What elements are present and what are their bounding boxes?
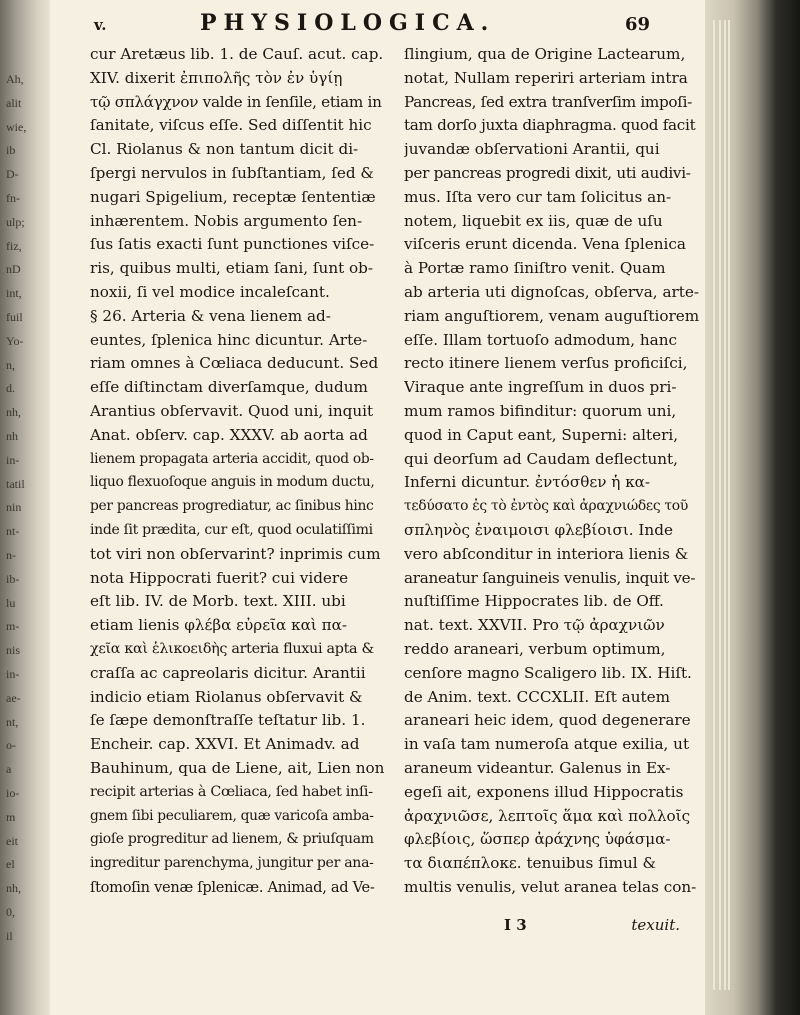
running-head xyxy=(50,4,705,38)
text-line: Inferni dicuntur. ἐντόσθεν ἡ κα- xyxy=(404,473,651,492)
text-line: ἀραχνιῶσε, λεπτοῖς ἅμα καὶ πολλοῖς xyxy=(404,806,691,825)
facing-page-fragment: a xyxy=(6,762,12,777)
text-line: notat, Nullam reperiri arteriam intra xyxy=(404,68,688,87)
text-line: recipit arterias à Cœliaca, ſed habet inſi- xyxy=(90,783,373,800)
facing-page-fragment: alit xyxy=(6,95,22,110)
text-line: nuſtiſſime Hippocrates lib. de Off. xyxy=(404,592,664,611)
facing-page-fragment: Ah, xyxy=(6,72,24,86)
text-line: τεδύσατο ἐς τὸ ἐντὸς καὶ ἀραχνιώδες τοῦ xyxy=(404,498,688,515)
facing-page-fragment: d. xyxy=(6,381,15,396)
facing-page-fragment: in- xyxy=(6,452,20,467)
facing-page-fragment: fiz, xyxy=(6,238,22,253)
facing-page-fragment: ae- xyxy=(6,690,21,705)
facing-page-fragment: fn- xyxy=(6,191,20,205)
text-line: ſtomoſin venæ ſplenicæ. Animad, ad Ve- xyxy=(90,878,375,896)
text-line: σπληνὸς ἐναιμοισι φλεβίοισι. Inde xyxy=(404,520,673,539)
text-line: ſpergi nervulos in ſubſtantiam, ſed & xyxy=(90,163,374,182)
text-line: notem, liquebit ex iis, quæ de uſu xyxy=(404,211,663,230)
left-text-column xyxy=(90,43,386,900)
text-line: χεῖα καὶ ἑλικοειδὴς arteria fluxui apta & xyxy=(90,640,374,657)
facing-page-fragment: il xyxy=(6,928,13,943)
text-line: multis venulis, velut aranea telas con- xyxy=(404,877,697,896)
facing-page-fragment: nh, xyxy=(6,405,21,420)
text-line: tam dorſo juxta diaphragma. quod facit xyxy=(404,116,696,135)
facing-page-fragment: n, xyxy=(6,357,15,372)
facing-page-fragment: nD xyxy=(6,262,21,277)
facing-page-fragment: lu xyxy=(6,595,16,610)
running-head-left: v. xyxy=(94,16,107,34)
facing-page-fragment: o- xyxy=(6,738,16,753)
text-line: inhærentem. Nobis argumento ſen- xyxy=(90,211,363,230)
facing-page-fragment: in- xyxy=(6,667,20,681)
facing-page-fragment: nin xyxy=(6,500,22,515)
text-line: Viraque ante ingreſſum in duos pri- xyxy=(404,378,677,397)
facing-page-fragment: 0, xyxy=(6,905,15,919)
facing-page-fragment: Yo- xyxy=(6,333,24,348)
facing-page-fragment: wie, xyxy=(6,119,27,134)
text-line: reddo araneari, verbum optimum, xyxy=(404,639,666,658)
facing-page-fragment: ib xyxy=(6,143,16,158)
text-line: juvandæ obſervationi Arantii, qui xyxy=(404,140,660,159)
facing-page-fragment: D- xyxy=(6,167,19,182)
text-line: per pancreas progredi dixit, uti audivi- xyxy=(404,163,691,182)
text-line: Encheir. cap. XXVI. Et Animadv. ad xyxy=(90,735,360,754)
text-line: riam omnes à Cœliaca deducunt. Sed xyxy=(90,354,379,373)
facing-page-fragment: nt, xyxy=(6,714,19,729)
text-line: Arantius obſervavit. Quod uni, inquit xyxy=(90,401,374,420)
right-text-column xyxy=(404,43,700,900)
facing-page-fragment: m xyxy=(6,809,16,824)
facing-page-fragment: fuil xyxy=(6,310,23,324)
text-line: riam anguſtiorem, venam auguſtiorem xyxy=(404,306,700,325)
text-line: nota Hippocrati fuerit? cui videre xyxy=(90,568,349,587)
text-line: etiam lienis φλέβα εὐρεῖα καὶ πα- xyxy=(90,616,348,635)
text-line: mum ramos bifinditur: quorum uni, xyxy=(404,401,677,420)
text-line: Anat. obſerv. cap. XXXV. ab aorta ad xyxy=(90,425,368,444)
facing-page-fragment: io- xyxy=(6,786,20,800)
text-line: τῷ σπλάγχνον valde in ſenſile, etiam in xyxy=(90,92,382,111)
text-line: φλεβίοις, ὥσπερ ἀράχνης ὑφάσμα- xyxy=(404,830,671,849)
text-line: noxii, ſi vel modice incaleſcant. xyxy=(90,282,330,301)
text-line: mus. Iſta vero cur tam ſolicitus an- xyxy=(404,187,672,206)
text-line: ſlingium, qua de Origine Lactearum, xyxy=(404,45,686,63)
binding-edge xyxy=(0,0,50,1015)
text-line: cur Aretæus lib. 1. de Cauſ. acut. cap. xyxy=(90,45,384,63)
text-line: lienem propagata arteria accidit, quod ob- xyxy=(90,450,374,467)
text-line: tot viri non obſervarint? inprimis cum xyxy=(90,544,381,563)
catchword: texuit. xyxy=(631,916,680,934)
signature-mark: I 3 xyxy=(504,916,527,934)
text-line: eſſe. Illam tortuoſo admodum, hanc xyxy=(404,330,678,349)
facing-page-fragment: tatil xyxy=(6,476,25,491)
page-number: 69 xyxy=(625,14,651,35)
text-line: indicio etiam Riolanus obſervavit & xyxy=(90,687,363,706)
facing-page-fragment: m- xyxy=(6,619,20,634)
text-line: viſceris erunt dicenda. Vena ſplenica xyxy=(404,235,686,254)
text-line: eſt lib. IV. de Morb. text. XIII. ubi xyxy=(90,592,346,611)
text-line: à Portæ ramo ſiniſtro venit. Quam xyxy=(404,259,666,278)
facing-page-fragment: nh, xyxy=(6,881,21,896)
text-line: Cl. Riolanus & non tantum dicit di- xyxy=(90,140,359,159)
text-line: euntes, ſplenica hinc dicuntur. Arte- xyxy=(90,330,368,349)
text-line: per pancreas progrediatur, ac ſinibus hinc xyxy=(90,498,374,515)
facing-page-fragment: nis xyxy=(6,643,21,658)
running-head-title: PHYSIOLOGICA. xyxy=(200,10,496,36)
text-line: ſus ſatis exacti ſunt punctiones viſce- xyxy=(90,235,375,254)
text-line: craſſa ac capreolaris dicitur. Arantii xyxy=(90,663,366,682)
text-line: eſſe diſtinctam diverſamque, dudum xyxy=(90,378,368,397)
facing-page-fragment: nt- xyxy=(6,524,20,539)
text-line: ſanitate, viſcus eſſe. Sed diſſentit hic xyxy=(90,116,372,135)
facing-page-fragment: nh xyxy=(6,429,18,443)
text-line: Pancreas, ſed extra tranſverſim impoſi- xyxy=(404,92,692,111)
facing-page-fragment: n- xyxy=(6,548,16,562)
facing-page-fragment: ulp; xyxy=(6,214,25,229)
text-line: § 26. Arteria & vena lienem ad- xyxy=(90,306,331,325)
text-line: araneari heic idem, quod degenerare xyxy=(404,711,691,730)
text-line: ingreditur parenchyma, jungitur per ana- xyxy=(90,855,374,872)
text-line: araneum videantur. Galenus in Ex- xyxy=(404,758,671,777)
facing-page-fragment: el xyxy=(6,857,15,872)
text-line: gnem ſibi peculiarem, quæ varicoſa amba- xyxy=(90,807,374,824)
text-line: in vaſa tam numeroſa atque exilia, ut xyxy=(404,735,690,754)
text-line: cenſore magno Scaligero lib. IX. Hiſt. xyxy=(404,663,692,682)
facing-page-fragment: ib- xyxy=(6,571,20,586)
text-line: araneatur ſanguineis venulis, inquit ve- xyxy=(404,568,696,587)
text-line: egeſi ait, exponens illud Hippocratis xyxy=(404,782,684,801)
text-line: de Anim. text. CCCXLII. Eſt autem xyxy=(404,687,670,706)
text-line: gioſe progreditur ad lienem, & priuſquam xyxy=(90,831,374,848)
text-line: quod in Caput eant, Superni: alteri, xyxy=(404,425,679,444)
text-line: nugari Spigelium, receptæ ſententiæ xyxy=(90,187,376,206)
text-line: qui deorſum ad Caudam deflectunt, xyxy=(404,449,678,468)
fore-edge xyxy=(705,0,800,1015)
text-line: liquo flexuoſoque anguis in modum ductu, xyxy=(90,474,375,491)
text-line: vero abſconditur in interiora lienis & xyxy=(404,544,689,563)
text-line: XIV. dixerit ἐπιπολῆς τὸν ἐν ὑγίῃ xyxy=(90,68,343,87)
text-line: nat. text. XXVII. Pro τῷ ἀραχνιῶν xyxy=(404,616,665,635)
text-line: ris, quibus multi, etiam ſani, ſunt ob- xyxy=(90,259,374,278)
text-line: τα διαπέπλοκε. tenuibus ſimul & xyxy=(404,854,656,873)
facing-page-fragment: eit xyxy=(6,833,18,848)
text-line: recto itinere lienem verſus proficiſci, xyxy=(404,354,688,373)
text-line: Bauhinum, qua de Liene, ait, Lien non xyxy=(90,758,385,777)
text-line: ſe ſæpe demonſtraſſe teſtatur lib. 1. xyxy=(90,711,366,730)
facing-page-fragment: int, xyxy=(6,286,22,301)
text-line: ab arteria uti dignoſcas, obſerva, arte- xyxy=(404,282,699,301)
text-line: inde ſit prædita, cur eſt, quod oculatiſſimi xyxy=(90,521,373,538)
